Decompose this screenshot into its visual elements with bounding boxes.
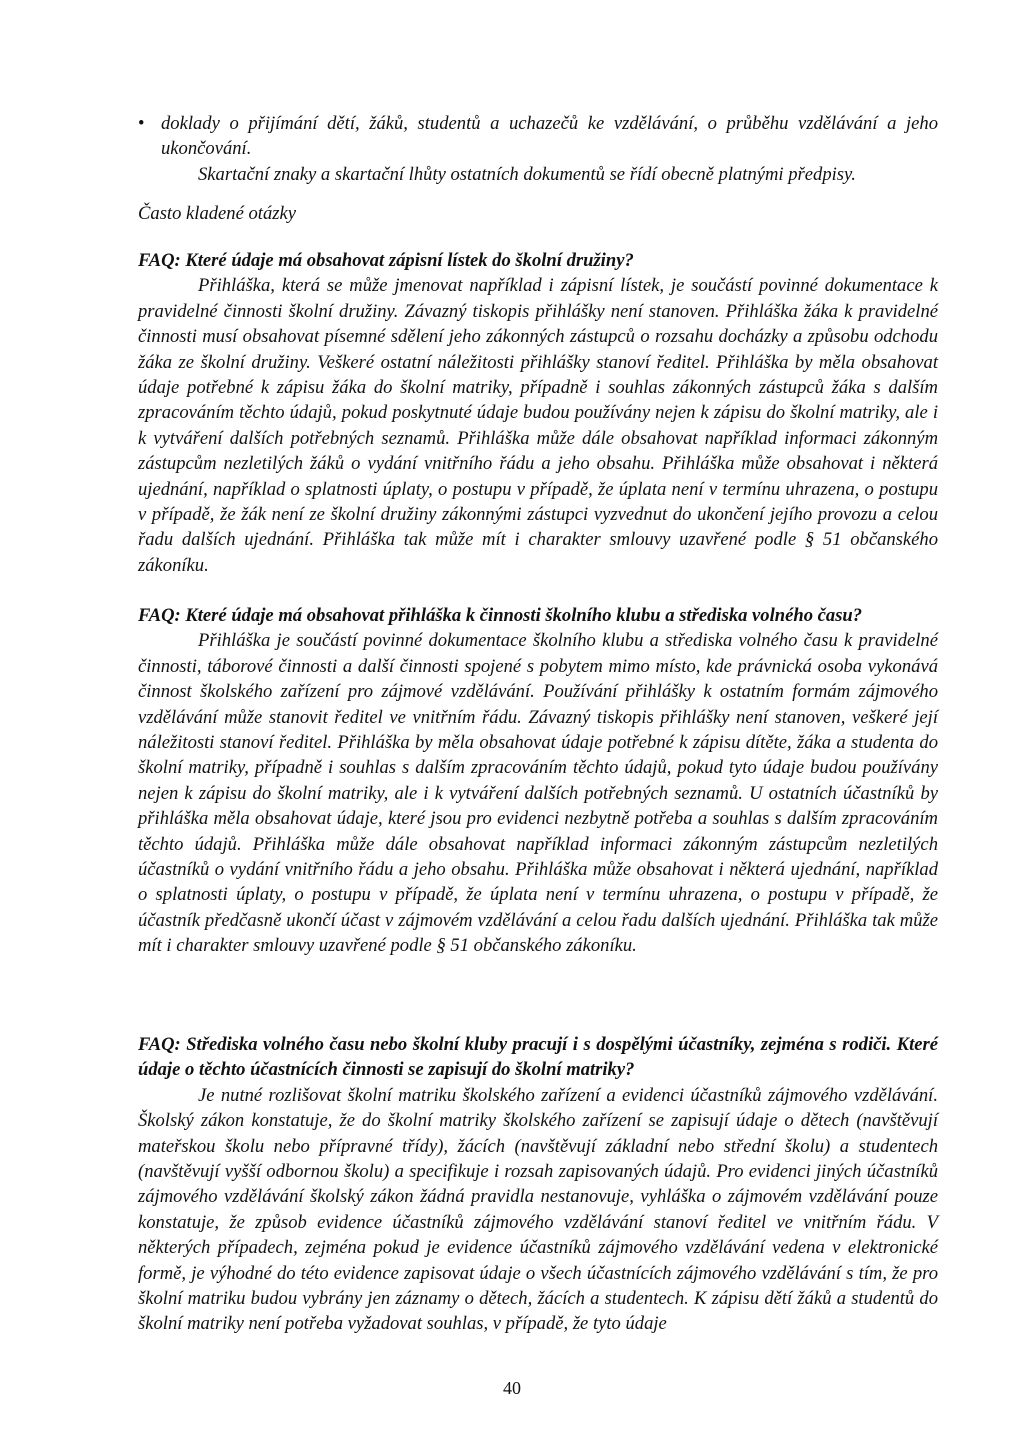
faq-question: FAQ: Které údaje má obsahovat přihláška k činnosti školního klubu a střediska volného času? xyxy=(138,605,863,626)
faq-question: FAQ: Střediska volného času nebo školní kluby pracují i s dospělými účastníky, zejména s rodiči. Které údaje o těchto účastnících činnosti se zapisují do školní matriky? xyxy=(138,1034,938,1081)
page-number: 40 xyxy=(503,1378,521,1398)
faq-item xyxy=(138,603,938,959)
faq-answer: Přihláška, která se může jmenovat například i zápisní lístek, je součástí povinné dokumentace k pravidelné činnosti školní družiny. Závazný tiskopis přihlášky není stanoven. Přihláška žáka k pravidelné činnosti musí obsahovat písemné sdělení jeho zákonných zástupců o rozsahu docházky a způsobu odchodu žáka ze školní družiny. Veškeré ostatní náležitosti přihlášky stanoví ředitel. Přihláška by měla obsahovat údaje potřebné k zápisu žáka do školní matriky, případně i souhlas zákonných zástupců žáka s dalším zpracováním těchto údajů, pokud poskytnuté údaje budou používány nejen k zápisu do školní matriky, ale i k vytváření dalších potřebných seznamů. Přihláška může dále obsahovat například informaci zákonným zástupcům nezletilých žáků o vydání vnitřního řádu a jeho obsahu. Přihláška může obsahovat i některá ujednání, například o splatnosti úplaty, o postupu v případě, že úplata není v termínu uhrazena, o postupu v případě, že žák není ze školní družiny zákonnými zástupci vyzvednut do ukončení jejího provozu a celou řadu dalších ujednání. Přihláška tak může mít i charakter smlouvy uzavřené podle § 51 občanského zákoníku. xyxy=(138,275,938,576)
bullet-text: doklady o přijímání dětí, žáků, studentů a uchazečů ke vzdělávání, o průběhu vzdělávání a jeho ukončování. xyxy=(161,113,938,160)
bullet-item xyxy=(138,111,938,187)
bullet-marker: • xyxy=(138,113,145,134)
faq-question: FAQ: Které údaje má obsahovat zápisní lístek do školní družiny? xyxy=(138,250,634,271)
faq-item xyxy=(138,248,938,578)
section-title: Často kladené otázky xyxy=(138,203,297,224)
faq-item xyxy=(138,1032,938,1337)
faq-answer: Přihláška je součástí povinné dokumentace školního klubu a střediska volného času k pravidelné činnosti, táborové činnosti a další činnosti spojené s pobytem mimo místo, kde právnická osoba vykonává činnost školského zařízení pro zájmové vzdělávání. Používání přihlášky k ostatním formám zájmového vzdělávání může stanovit ředitel ve vnitřním řádu. Závazný tiskopis přihlášky není stanoven, veškeré její náležitosti stanoví ředitel. Přihláška by měla obsahovat údaje potřebné k zápisu dítěte, žáka a studenta do školní matriky, případně i souhlas s dalším zpracováním těchto údajů, pokud tyto údaje budou používány nejen k zápisu do školní matriky, ale i k vytváření dalších potřebných seznamů. U ostatních účastníků by přihláška měla obsahovat údaje, které jsou pro evidenci nezbytně potřeba a souhlas s dalším zpracováním těchto údajů. Přihláška může dále obsahovat například informaci zákonným zástupcům nezletilých účastníků o vydání vnitřního řádu a jeho obsahu. Přihláška může obsahovat i některá ujednání, například o splatnosti úplaty, o postupu v případě, že úplata není v termínu uhrazena, o postupu v případě, že účastník předčasně ukončí účast v zájmovém vzdělávání a celou řadu dalších ujednání. Přihláška tak může mít i charakter smlouvy uzavřené podle § 51 občanského zákoníku. xyxy=(138,630,938,957)
faq-answer: Je nutné rozlišovat školní matriku školského zařízení a evidenci účastníků zájmového vzdělávání. Školský zákon konstatuje, že do školní matriky školského zařízení se zapisují údaje o dětech (navštěvují mateřskou školu nebo přípravné třídy), žácích (navštěvují základní nebo střední školu) a studentech (navštěvují vyšší odbornou školu) a specifikuje i rozsah zapisovaných údajů. Pro evidenci jiných účastníků zájmového vzdělávání školský zákon žádná pravidla nestanovuje, vyhláška o zájmovém vzdělávání pouze konstatuje, že způsob evidence účastníků zájmového vzdělávání stanoví ředitel ve vnitřním řádu. V některých případech, zejména pokud je evidence účastníků zájmového vzdělávání vedena v elektronické formě, je výhodné do této evidence zapisovat údaje o všech účastnících zájmového vzdělávání s tím, že pro školní matriku budou vybrány jen záznamy o dětech, žácích a studentech. K zápisu dětí žáků a studentů do školní matriky není potřeba vyžadovat souhlas, v případě, že tyto údaje xyxy=(138,1084,938,1335)
shredding-note: Skartační znaky a skartační lhůty ostatních dokumentů se řídí obecně platnými předpisy. xyxy=(198,163,856,185)
